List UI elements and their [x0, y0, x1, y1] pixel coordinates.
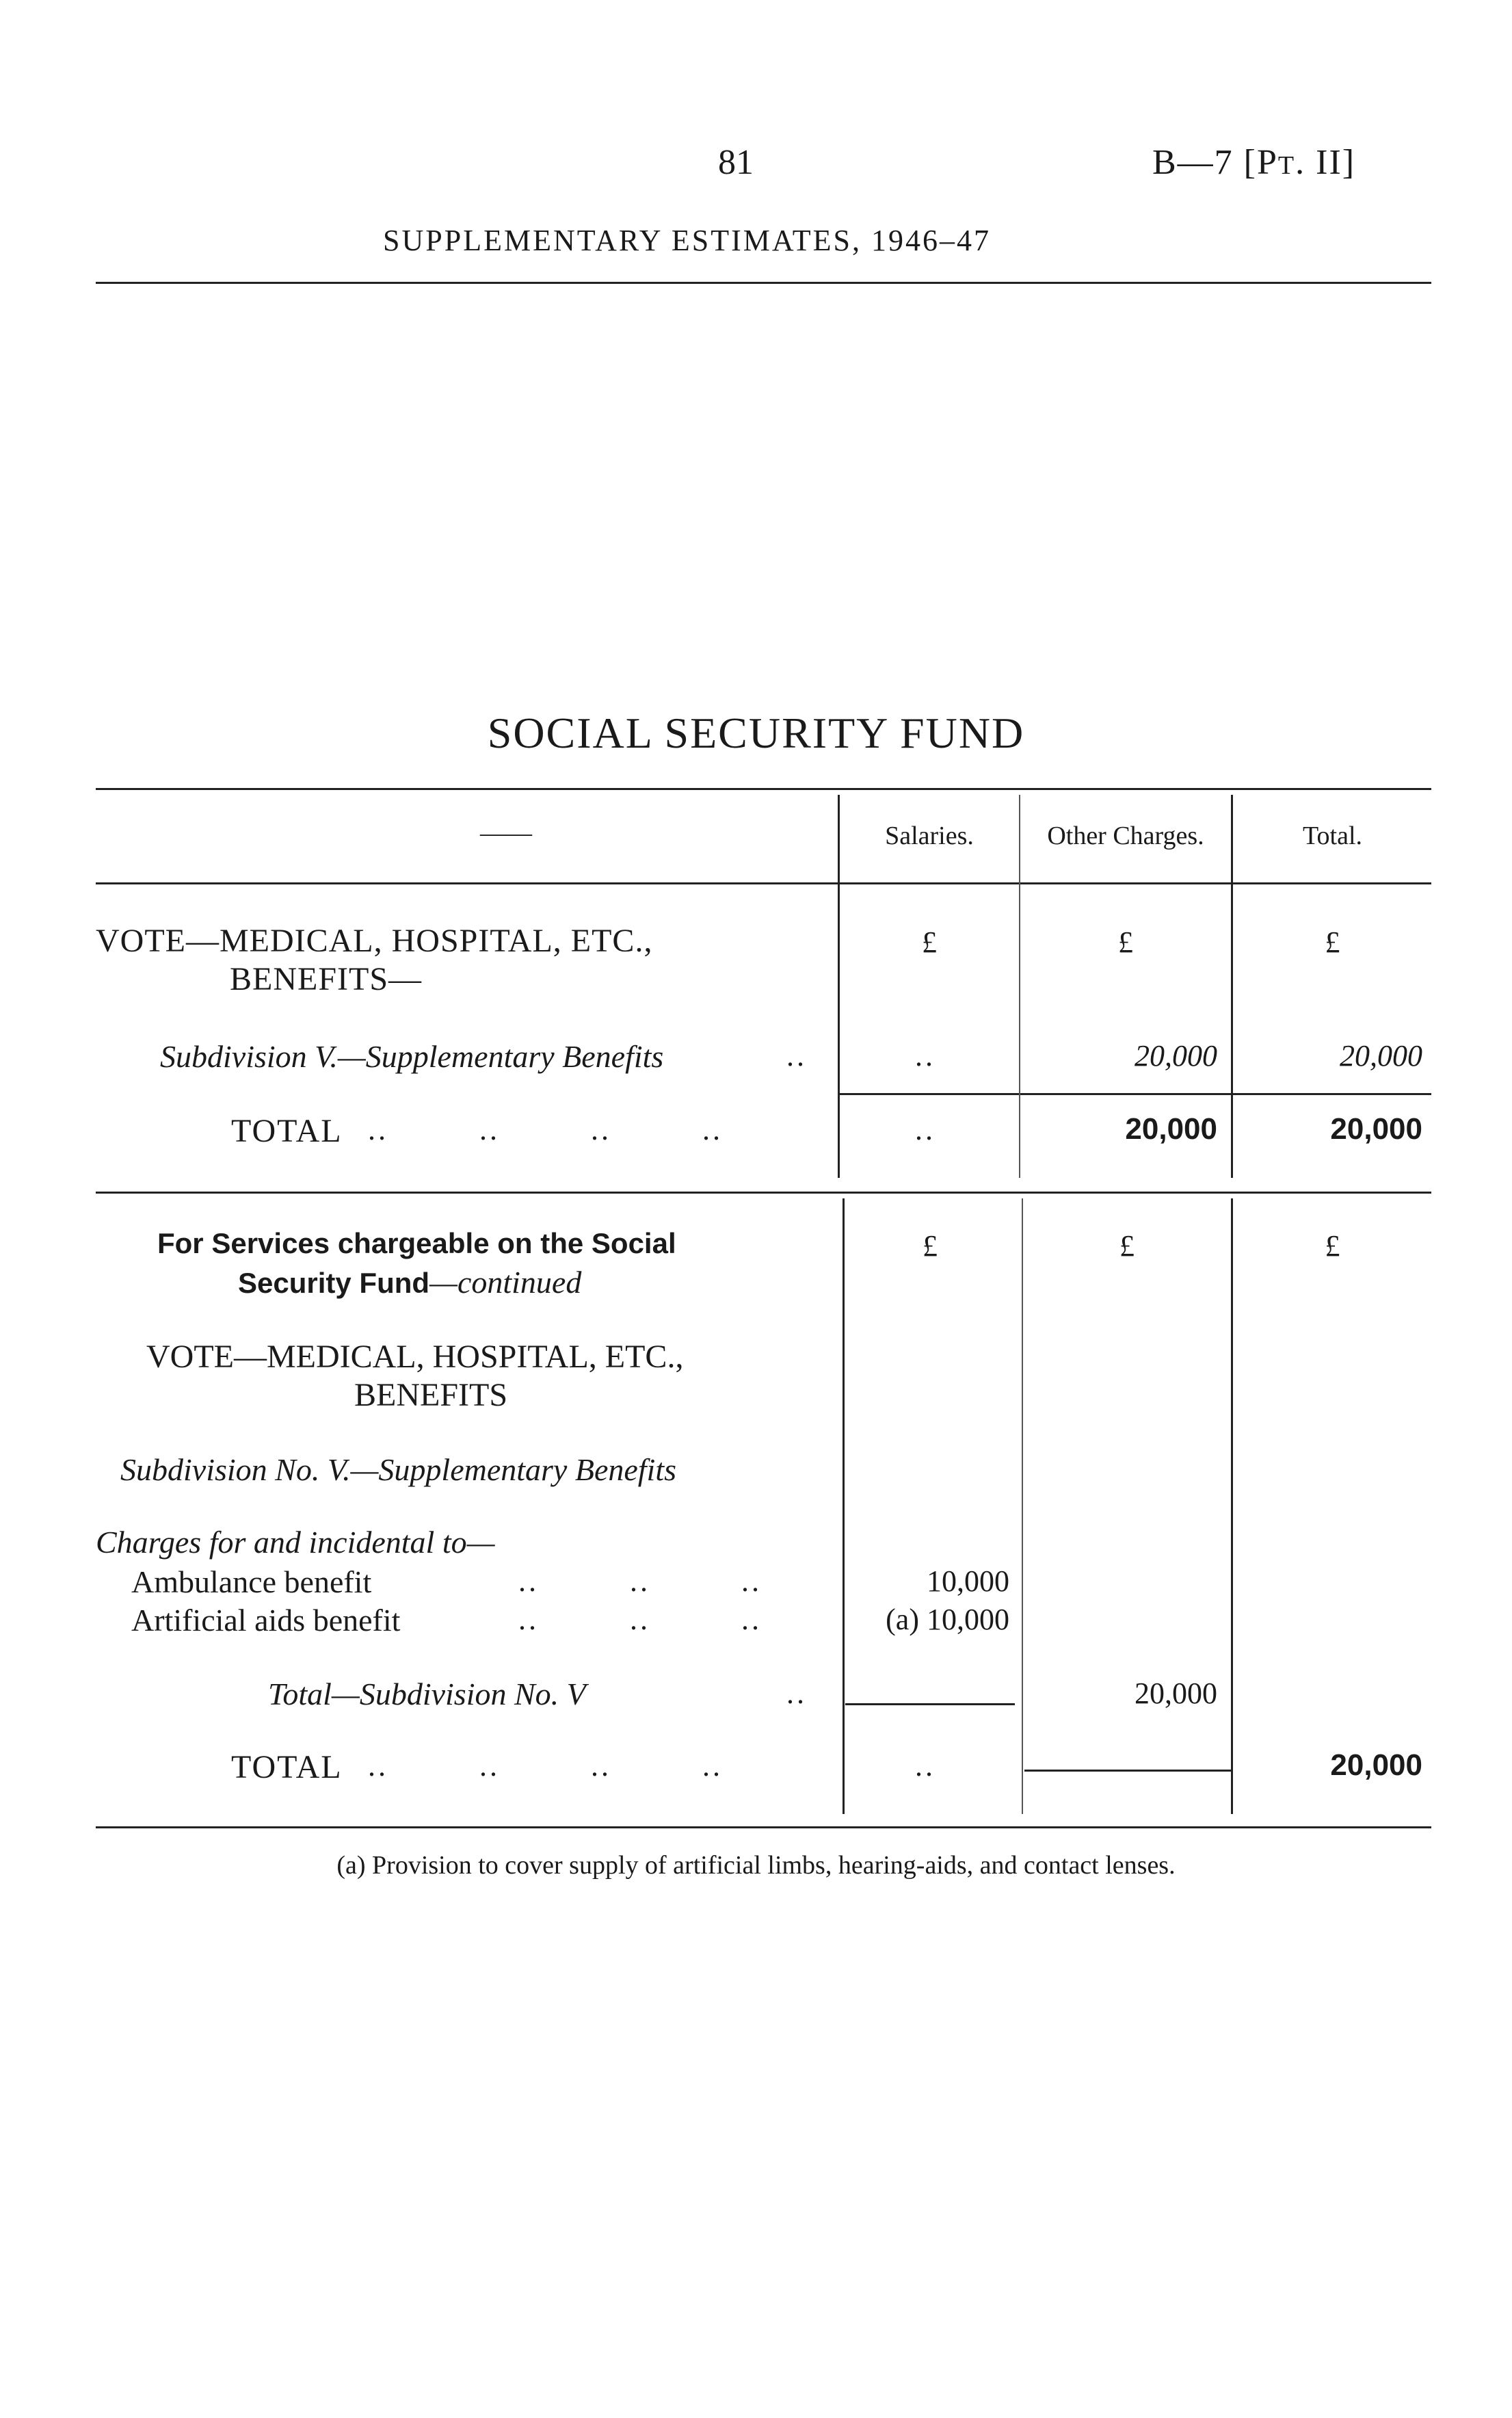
- subdivision-salaries: ..: [915, 1039, 936, 1073]
- footnote: (a) Provision to cover supply of artificial limbs, hearing-aids, and contact lenses.: [336, 1851, 1176, 1880]
- header-rule: [96, 282, 1431, 284]
- section2-currency-total: £: [1325, 1229, 1340, 1263]
- subtotal-leader: ..: [786, 1677, 807, 1710]
- column-rule-1: [838, 795, 840, 1178]
- subtotal-other-charges: 20,000: [1135, 1677, 1217, 1710]
- column-rule-2: [1019, 795, 1020, 1178]
- document-title: SOCIAL SECURITY FUND: [487, 709, 1025, 757]
- section2-total-leader: .. .. .. ..: [368, 1749, 723, 1783]
- column-rule-3: [1231, 795, 1233, 1178]
- column-rule-5: [1022, 1198, 1023, 1814]
- sheet-ref-end: . II]: [1295, 143, 1356, 182]
- column-rule-6: [1231, 1198, 1233, 1814]
- sheet-ref-small: T: [1277, 151, 1296, 180]
- item-artificial-aids-salaries: (a) 10,000: [886, 1603, 1009, 1636]
- services-heading-continued: —continued: [429, 1265, 582, 1300]
- blank-column-dash: ——: [480, 819, 532, 847]
- item-ambulance-label: Ambulance benefit: [131, 1564, 372, 1599]
- item-artificial-aids-label: Artificial aids benefit: [131, 1603, 401, 1638]
- total-heading: Total.: [1302, 822, 1363, 850]
- subdivision-other-charges: 20,000: [1135, 1039, 1217, 1073]
- vote-heading-line1: VOTE—MEDICAL, HOSPITAL, ETC.,: [96, 923, 653, 959]
- currency-salaries: £: [922, 925, 937, 959]
- sheet-ref-main: B—7 [P: [1152, 143, 1278, 182]
- section2-total-label: TOTAL: [231, 1749, 343, 1785]
- section1-total-other: 20,000: [1125, 1112, 1217, 1146]
- salaries-sum-rule: [845, 1703, 1015, 1705]
- section2-vote-line2: BENEFITS: [354, 1377, 508, 1413]
- item-artificial-aids-leader: .. .. ..: [518, 1603, 762, 1636]
- section2-vote-line1: VOTE—MEDICAL, HOSPITAL, ETC.,: [146, 1339, 684, 1375]
- table-top-rule: [96, 788, 1431, 790]
- subdivision-total: 20,000: [1340, 1039, 1422, 1073]
- section1-total-leader: .. .. .. ..: [368, 1113, 723, 1146]
- section2-currency-salaries: £: [923, 1229, 938, 1263]
- subdivision-label: Subdivision V.—Supplementary Benefits: [160, 1039, 664, 1074]
- item-ambulance-leader: .. .. ..: [518, 1564, 762, 1598]
- services-heading-bold: Security Fund: [238, 1267, 430, 1299]
- subdivision-leader: ..: [786, 1039, 807, 1073]
- section2-total-salaries: ..: [915, 1749, 936, 1783]
- section1-subtotal-rule: [840, 1093, 1431, 1095]
- charges-label: Charges for and incidental to—: [96, 1525, 495, 1560]
- services-heading-line2: [238, 1264, 581, 1300]
- services-heading-line1: For Services chargeable on the Social: [157, 1227, 676, 1259]
- column-rule-4: [843, 1198, 845, 1814]
- running-title: SUPPLEMENTARY ESTIMATES, 1946–47: [383, 224, 992, 257]
- table-bottom-rule: [96, 1826, 1431, 1828]
- vote-heading-line2: BENEFITS—: [230, 961, 423, 997]
- section1-total-label: TOTAL: [231, 1113, 343, 1149]
- section1-total-salaries: ..: [915, 1113, 936, 1146]
- salaries-heading: Salaries.: [885, 822, 974, 850]
- section2-subdivision-label: Subdivision No. V.—Supplementary Benefits: [120, 1452, 677, 1487]
- section-divider-rule: [96, 1192, 1431, 1194]
- section1-total-total: 20,000: [1330, 1112, 1422, 1146]
- currency-total: £: [1325, 925, 1340, 959]
- section2-currency-other: £: [1119, 1229, 1135, 1263]
- page-number: 81: [718, 143, 754, 182]
- currency-other: £: [1118, 925, 1133, 959]
- subtotal-label: Total—Subdivision No. V: [268, 1677, 586, 1711]
- other-charges-sum-rule: [1024, 1770, 1231, 1772]
- item-ambulance-salaries: 10,000: [927, 1564, 1009, 1598]
- sheet-reference: [1152, 142, 1355, 183]
- other-charges-heading: Other Charges.: [1047, 822, 1204, 850]
- section2-total-total: 20,000: [1330, 1748, 1422, 1782]
